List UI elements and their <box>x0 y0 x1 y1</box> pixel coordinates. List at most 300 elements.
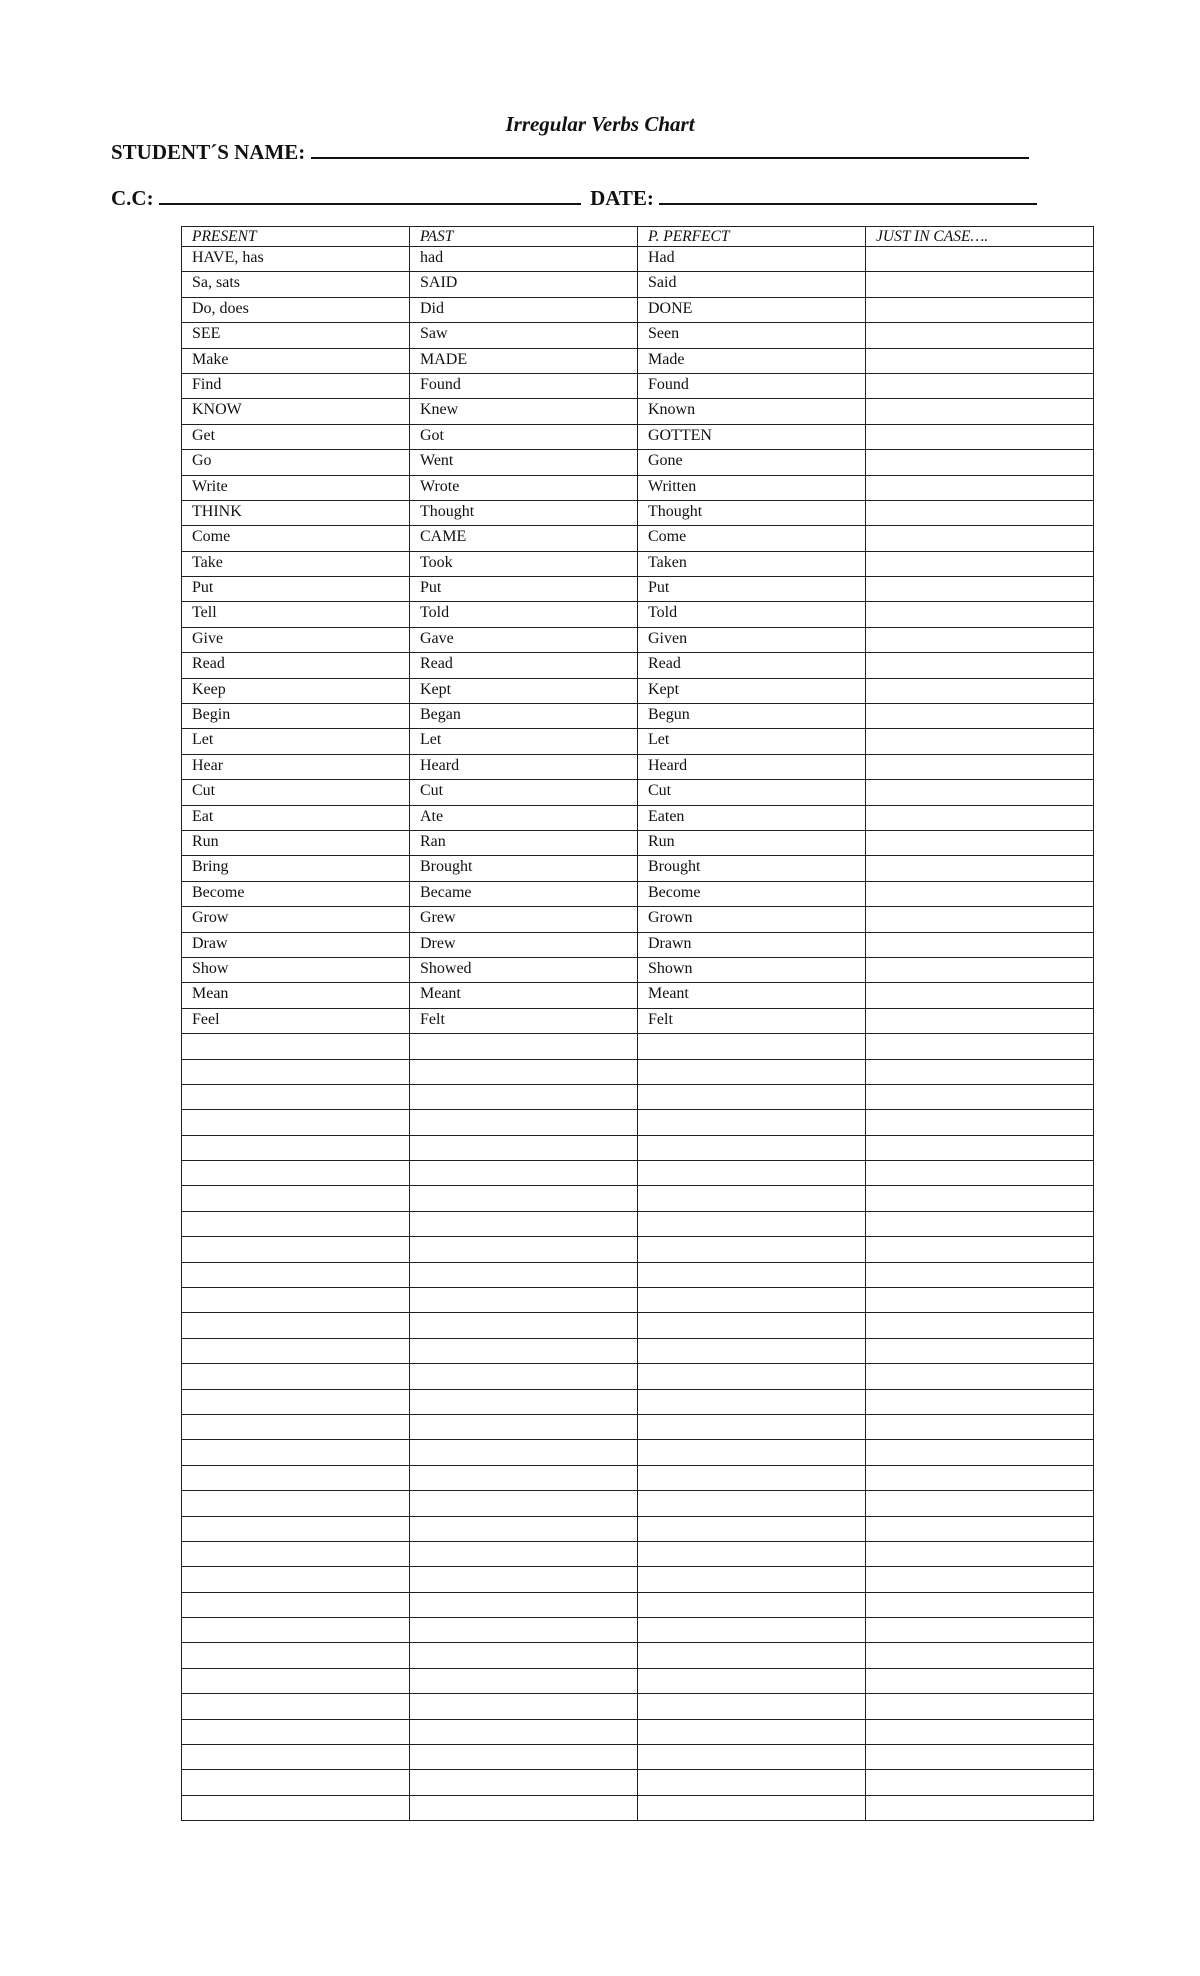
cell-just-in-case[interactable] <box>866 551 1094 576</box>
table-row-empty <box>182 1745 1094 1770</box>
cell-just-in-case[interactable] <box>866 907 1094 932</box>
cell-past-perfect[interactable]: Given <box>638 627 866 652</box>
cell-present[interactable]: Keep <box>182 678 410 703</box>
empty-cell-past[interactable] <box>410 1211 638 1236</box>
table-row <box>182 602 1094 627</box>
cell-present[interactable]: Do, does <box>182 297 410 322</box>
cell-just-in-case[interactable] <box>866 805 1094 830</box>
table-row <box>182 373 1094 398</box>
cell-past-perfect[interactable]: Seen <box>638 323 866 348</box>
empty-cell-past-perfect[interactable] <box>638 1262 866 1287</box>
cell-present[interactable]: Let <box>182 729 410 754</box>
empty-cell-past[interactable] <box>410 1338 638 1363</box>
cell-just-in-case[interactable] <box>866 983 1094 1008</box>
table-row-empty <box>182 1313 1094 1338</box>
cell-past[interactable]: Began <box>410 704 638 729</box>
empty-cell-past-perfect[interactable] <box>638 1745 866 1770</box>
cell-past[interactable]: Gave <box>410 627 638 652</box>
empty-cell-present[interactable] <box>182 1338 410 1363</box>
empty-cell-just-in-case[interactable] <box>866 1414 1094 1439</box>
empty-cell-past[interactable] <box>410 1262 638 1287</box>
cell-past[interactable]: Thought <box>410 500 638 525</box>
empty-cell-past[interactable] <box>410 1313 638 1338</box>
table-row-empty <box>182 1338 1094 1363</box>
cell-present[interactable]: Mean <box>182 983 410 1008</box>
empty-cell-past[interactable] <box>410 1541 638 1566</box>
empty-cell-past-perfect[interactable] <box>638 1414 866 1439</box>
cell-past-perfect[interactable]: Eaten <box>638 805 866 830</box>
cell-just-in-case[interactable] <box>866 373 1094 398</box>
empty-cell-past[interactable] <box>410 1516 638 1541</box>
empty-cell-just-in-case[interactable] <box>866 1516 1094 1541</box>
table-row-empty <box>182 1211 1094 1236</box>
page-title: Irregular Verbs Chart <box>505 112 695 136</box>
table-row <box>182 272 1094 297</box>
table-row <box>182 856 1094 881</box>
empty-cell-just-in-case[interactable] <box>866 1186 1094 1211</box>
empty-cell-past-perfect[interactable] <box>638 1059 866 1084</box>
cell-past[interactable]: Ran <box>410 830 638 855</box>
cell-just-in-case[interactable] <box>866 247 1094 272</box>
empty-cell-past[interactable] <box>410 1364 638 1389</box>
cc-date-field <box>111 183 1037 211</box>
empty-cell-present[interactable] <box>182 1237 410 1262</box>
empty-cell-just-in-case[interactable] <box>866 1135 1094 1160</box>
cell-just-in-case[interactable] <box>866 957 1094 982</box>
cell-past[interactable]: Cut <box>410 780 638 805</box>
empty-cell-past[interactable] <box>410 1440 638 1465</box>
empty-cell-past-perfect[interactable] <box>638 1110 866 1135</box>
empty-cell-past-perfect[interactable] <box>638 1795 866 1820</box>
empty-cell-past-perfect[interactable] <box>638 1643 866 1668</box>
cell-past-perfect[interactable]: Made <box>638 348 866 373</box>
cell-past-perfect[interactable]: Drawn <box>638 932 866 957</box>
empty-cell-past-perfect[interactable] <box>638 1465 866 1490</box>
cell-just-in-case[interactable] <box>866 500 1094 525</box>
cell-past[interactable]: Got <box>410 424 638 449</box>
empty-cell-past[interactable] <box>410 1795 638 1820</box>
table-row <box>182 424 1094 449</box>
cell-present[interactable]: Eat <box>182 805 410 830</box>
cell-past[interactable]: Put <box>410 577 638 602</box>
table-row-empty <box>182 1516 1094 1541</box>
empty-cell-past[interactable] <box>410 1389 638 1414</box>
empty-cell-past[interactable] <box>410 1592 638 1617</box>
cell-past[interactable]: Felt <box>410 1008 638 1033</box>
cell-just-in-case[interactable] <box>866 323 1094 348</box>
cell-present[interactable]: KNOW <box>182 399 410 424</box>
empty-cell-just-in-case[interactable] <box>866 1364 1094 1389</box>
cell-present[interactable]: Begin <box>182 704 410 729</box>
empty-cell-just-in-case[interactable] <box>866 1059 1094 1084</box>
table-row-empty <box>182 1288 1094 1313</box>
cell-present[interactable]: Write <box>182 475 410 500</box>
table-row <box>182 247 1094 272</box>
cell-just-in-case[interactable] <box>866 272 1094 297</box>
cell-just-in-case[interactable] <box>866 1008 1094 1033</box>
table-row-empty <box>182 1110 1094 1135</box>
cell-just-in-case[interactable] <box>866 424 1094 449</box>
cell-present[interactable]: SEE <box>182 323 410 348</box>
empty-cell-present[interactable] <box>182 1618 410 1643</box>
empty-cell-present[interactable] <box>182 1161 410 1186</box>
empty-cell-present[interactable] <box>182 1541 410 1566</box>
cell-past-perfect[interactable]: Kept <box>638 678 866 703</box>
empty-cell-just-in-case[interactable] <box>866 1567 1094 1592</box>
empty-cell-just-in-case[interactable] <box>866 1592 1094 1617</box>
empty-cell-present[interactable] <box>182 1592 410 1617</box>
empty-cell-past[interactable] <box>410 1745 638 1770</box>
table-row-empty <box>182 1161 1094 1186</box>
cell-past[interactable]: Did <box>410 297 638 322</box>
empty-cell-present[interactable] <box>182 1719 410 1744</box>
empty-cell-just-in-case[interactable] <box>866 1288 1094 1313</box>
cell-past[interactable]: Read <box>410 653 638 678</box>
cell-past-perfect[interactable]: Found <box>638 373 866 398</box>
empty-cell-present[interactable] <box>182 1491 410 1516</box>
table-row <box>182 399 1094 424</box>
cell-just-in-case[interactable] <box>866 932 1094 957</box>
irregular-verbs-table <box>181 226 1094 1821</box>
table-header-row <box>182 227 1094 247</box>
cell-past[interactable]: Kept <box>410 678 638 703</box>
table-row <box>182 881 1094 906</box>
cell-past-perfect[interactable]: Put <box>638 577 866 602</box>
table-row-empty <box>182 1491 1094 1516</box>
empty-cell-past[interactable] <box>410 1491 638 1516</box>
cell-past[interactable]: Wrote <box>410 475 638 500</box>
empty-cell-just-in-case[interactable] <box>866 1161 1094 1186</box>
cell-present[interactable]: Get <box>182 424 410 449</box>
empty-cell-just-in-case[interactable] <box>866 1237 1094 1262</box>
empty-cell-present[interactable] <box>182 1516 410 1541</box>
empty-cell-past[interactable] <box>410 1414 638 1439</box>
empty-cell-past[interactable] <box>410 1770 638 1795</box>
cell-past[interactable]: Knew <box>410 399 638 424</box>
cell-past-perfect[interactable]: Brought <box>638 856 866 881</box>
cell-past-perfect[interactable]: Heard <box>638 754 866 779</box>
empty-cell-present[interactable] <box>182 1110 410 1135</box>
cell-present[interactable]: Feel <box>182 1008 410 1033</box>
cell-past[interactable]: Saw <box>410 323 638 348</box>
cell-past-perfect[interactable]: Cut <box>638 780 866 805</box>
cell-just-in-case[interactable] <box>866 627 1094 652</box>
cell-past[interactable]: Meant <box>410 983 638 1008</box>
cell-just-in-case[interactable] <box>866 830 1094 855</box>
empty-cell-past-perfect[interactable] <box>638 1364 866 1389</box>
cell-present[interactable]: HAVE, has <box>182 247 410 272</box>
table-body <box>182 247 1094 1821</box>
cell-present[interactable]: Cut <box>182 780 410 805</box>
cell-past[interactable]: Showed <box>410 957 638 982</box>
table-row <box>182 577 1094 602</box>
table-row-empty <box>182 1592 1094 1617</box>
table-row <box>182 983 1094 1008</box>
cell-present[interactable]: Run <box>182 830 410 855</box>
empty-cell-past[interactable] <box>410 1135 638 1160</box>
table-row <box>182 830 1094 855</box>
empty-cell-just-in-case[interactable] <box>866 1770 1094 1795</box>
cell-just-in-case[interactable] <box>866 729 1094 754</box>
cell-just-in-case[interactable] <box>866 754 1094 779</box>
table-row-empty <box>182 1186 1094 1211</box>
empty-cell-present[interactable] <box>182 1694 410 1719</box>
empty-cell-present[interactable] <box>182 1211 410 1236</box>
empty-cell-just-in-case[interactable] <box>866 1110 1094 1135</box>
empty-cell-present[interactable] <box>182 1034 410 1059</box>
table-row <box>182 907 1094 932</box>
cell-just-in-case[interactable] <box>866 780 1094 805</box>
empty-cell-past[interactable] <box>410 1186 638 1211</box>
empty-cell-past-perfect[interactable] <box>638 1313 866 1338</box>
empty-cell-just-in-case[interactable] <box>866 1491 1094 1516</box>
empty-cell-past-perfect[interactable] <box>638 1084 866 1109</box>
table-row <box>182 704 1094 729</box>
cell-present[interactable]: Put <box>182 577 410 602</box>
student-name-blank[interactable] <box>311 137 1029 159</box>
cell-past[interactable]: had <box>410 247 638 272</box>
cell-present[interactable]: Tell <box>182 602 410 627</box>
cell-past-perfect[interactable]: Had <box>638 247 866 272</box>
empty-cell-past-perfect[interactable] <box>638 1491 866 1516</box>
cell-present[interactable]: Hear <box>182 754 410 779</box>
empty-cell-past[interactable] <box>410 1288 638 1313</box>
cell-past[interactable]: Went <box>410 450 638 475</box>
cell-just-in-case[interactable] <box>866 856 1094 881</box>
empty-cell-present[interactable] <box>182 1186 410 1211</box>
cell-just-in-case[interactable] <box>866 881 1094 906</box>
empty-cell-past-perfect[interactable] <box>638 1288 866 1313</box>
cell-past-perfect[interactable]: Grown <box>638 907 866 932</box>
cell-just-in-case[interactable] <box>866 653 1094 678</box>
cell-past-perfect[interactable]: Read <box>638 653 866 678</box>
table-row-empty <box>182 1059 1094 1084</box>
empty-cell-past[interactable] <box>410 1110 638 1135</box>
empty-cell-past[interactable] <box>410 1668 638 1693</box>
cell-present[interactable]: Take <box>182 551 410 576</box>
empty-cell-just-in-case[interactable] <box>866 1465 1094 1490</box>
table-row-empty <box>182 1694 1094 1719</box>
empty-cell-just-in-case[interactable] <box>866 1313 1094 1338</box>
table-row-empty <box>182 1465 1094 1490</box>
empty-cell-present[interactable] <box>182 1364 410 1389</box>
table-row-empty <box>182 1135 1094 1160</box>
cell-present[interactable]: Draw <box>182 932 410 957</box>
cell-past-perfect[interactable]: Let <box>638 729 866 754</box>
empty-cell-present[interactable] <box>182 1414 410 1439</box>
empty-cell-present[interactable] <box>182 1567 410 1592</box>
empty-cell-past[interactable] <box>410 1694 638 1719</box>
cell-past-perfect[interactable]: Begun <box>638 704 866 729</box>
empty-cell-present[interactable] <box>182 1135 410 1160</box>
table-row <box>182 932 1094 957</box>
cell-past[interactable]: Found <box>410 373 638 398</box>
cell-past[interactable]: Heard <box>410 754 638 779</box>
cell-past-perfect[interactable]: Meant <box>638 983 866 1008</box>
empty-cell-past-perfect[interactable] <box>638 1592 866 1617</box>
cell-present[interactable]: Bring <box>182 856 410 881</box>
cell-past-perfect[interactable]: Become <box>638 881 866 906</box>
empty-cell-past-perfect[interactable] <box>638 1668 866 1693</box>
cell-past-perfect[interactable]: GOTTEN <box>638 424 866 449</box>
cell-past[interactable]: Became <box>410 881 638 906</box>
table-row <box>182 805 1094 830</box>
empty-cell-present[interactable] <box>182 1313 410 1338</box>
empty-cell-past-perfect[interactable] <box>638 1211 866 1236</box>
empty-cell-past-perfect[interactable] <box>638 1618 866 1643</box>
cell-past-perfect[interactable]: Felt <box>638 1008 866 1033</box>
empty-cell-present[interactable] <box>182 1059 410 1084</box>
cell-past-perfect[interactable]: Taken <box>638 551 866 576</box>
empty-cell-just-in-case[interactable] <box>866 1643 1094 1668</box>
table-row <box>182 754 1094 779</box>
cell-present[interactable]: Give <box>182 627 410 652</box>
cell-past[interactable]: SAID <box>410 272 638 297</box>
empty-cell-just-in-case[interactable] <box>866 1795 1094 1820</box>
table-row <box>182 653 1094 678</box>
empty-cell-past-perfect[interactable] <box>638 1770 866 1795</box>
cell-just-in-case[interactable] <box>866 475 1094 500</box>
cell-past[interactable]: Brought <box>410 856 638 881</box>
empty-cell-past[interactable] <box>410 1059 638 1084</box>
cell-past[interactable]: CAME <box>410 526 638 551</box>
empty-cell-present[interactable] <box>182 1440 410 1465</box>
table-row-empty <box>182 1440 1094 1465</box>
cell-present[interactable]: Sa, sats <box>182 272 410 297</box>
table-row-empty <box>182 1084 1094 1109</box>
table-row-empty <box>182 1643 1094 1668</box>
cell-past-perfect[interactable]: Written <box>638 475 866 500</box>
cell-past[interactable]: Ate <box>410 805 638 830</box>
empty-cell-present[interactable] <box>182 1770 410 1795</box>
empty-cell-just-in-case[interactable] <box>866 1034 1094 1059</box>
cell-just-in-case[interactable] <box>866 399 1094 424</box>
cell-present[interactable]: Come <box>182 526 410 551</box>
cell-past[interactable]: Grew <box>410 907 638 932</box>
date-blank[interactable] <box>659 183 1037 205</box>
cell-present[interactable]: Find <box>182 373 410 398</box>
cell-past-perfect[interactable]: Run <box>638 830 866 855</box>
cell-present[interactable]: Show <box>182 957 410 982</box>
empty-cell-just-in-case[interactable] <box>866 1694 1094 1719</box>
cell-just-in-case[interactable] <box>866 602 1094 627</box>
empty-cell-present[interactable] <box>182 1084 410 1109</box>
cc-blank[interactable] <box>159 183 581 205</box>
empty-cell-past-perfect[interactable] <box>638 1541 866 1566</box>
cell-present[interactable]: Go <box>182 450 410 475</box>
cell-past-perfect[interactable]: Come <box>638 526 866 551</box>
cell-past[interactable]: Told <box>410 602 638 627</box>
empty-cell-past-perfect[interactable] <box>638 1694 866 1719</box>
empty-cell-just-in-case[interactable] <box>866 1719 1094 1744</box>
table-row-empty <box>182 1668 1094 1693</box>
cell-just-in-case[interactable] <box>866 704 1094 729</box>
column-header-past-perfect: P. PERFECT <box>638 227 866 247</box>
empty-cell-just-in-case[interactable] <box>866 1389 1094 1414</box>
cell-past[interactable]: Drew <box>410 932 638 957</box>
table-row <box>182 1008 1094 1033</box>
empty-cell-present[interactable] <box>182 1795 410 1820</box>
empty-cell-present[interactable] <box>182 1262 410 1287</box>
empty-cell-past[interactable] <box>410 1161 638 1186</box>
empty-cell-just-in-case[interactable] <box>866 1338 1094 1363</box>
empty-cell-past-perfect[interactable] <box>638 1440 866 1465</box>
cell-past-perfect[interactable]: Told <box>638 602 866 627</box>
empty-cell-present[interactable] <box>182 1465 410 1490</box>
cell-past-perfect[interactable]: Thought <box>638 500 866 525</box>
date-label: DATE: <box>590 186 654 210</box>
cell-present[interactable]: Grow <box>182 907 410 932</box>
empty-cell-present[interactable] <box>182 1389 410 1414</box>
empty-cell-present[interactable] <box>182 1643 410 1668</box>
empty-cell-past[interactable] <box>410 1034 638 1059</box>
cell-present[interactable]: THINK <box>182 500 410 525</box>
empty-cell-present[interactable] <box>182 1745 410 1770</box>
empty-cell-past[interactable] <box>410 1719 638 1744</box>
cell-just-in-case[interactable] <box>866 577 1094 602</box>
empty-cell-past-perfect[interactable] <box>638 1567 866 1592</box>
cell-just-in-case[interactable] <box>866 348 1094 373</box>
empty-cell-past[interactable] <box>410 1567 638 1592</box>
empty-cell-just-in-case[interactable] <box>866 1440 1094 1465</box>
empty-cell-past-perfect[interactable] <box>638 1034 866 1059</box>
cell-past[interactable]: Took <box>410 551 638 576</box>
empty-cell-past-perfect[interactable] <box>638 1186 866 1211</box>
empty-cell-past[interactable] <box>410 1643 638 1668</box>
empty-cell-just-in-case[interactable] <box>866 1262 1094 1287</box>
table-row <box>182 450 1094 475</box>
empty-cell-past-perfect[interactable] <box>638 1719 866 1744</box>
table-row-empty <box>182 1237 1094 1262</box>
empty-cell-past-perfect[interactable] <box>638 1516 866 1541</box>
empty-cell-past-perfect[interactable] <box>638 1389 866 1414</box>
cell-past-perfect[interactable]: Said <box>638 272 866 297</box>
cell-just-in-case[interactable] <box>866 297 1094 322</box>
empty-cell-past[interactable] <box>410 1465 638 1490</box>
cell-just-in-case[interactable] <box>866 450 1094 475</box>
cell-just-in-case[interactable] <box>866 678 1094 703</box>
table-row-empty <box>182 1034 1094 1059</box>
empty-cell-just-in-case[interactable] <box>866 1745 1094 1770</box>
cell-past-perfect[interactable]: Gone <box>638 450 866 475</box>
table-row <box>182 348 1094 373</box>
empty-cell-just-in-case[interactable] <box>866 1618 1094 1643</box>
cell-present[interactable]: Make <box>182 348 410 373</box>
empty-cell-just-in-case[interactable] <box>866 1084 1094 1109</box>
empty-cell-present[interactable] <box>182 1288 410 1313</box>
cell-just-in-case[interactable] <box>866 526 1094 551</box>
empty-cell-past-perfect[interactable] <box>638 1135 866 1160</box>
empty-cell-just-in-case[interactable] <box>866 1668 1094 1693</box>
cell-past[interactable]: MADE <box>410 348 638 373</box>
empty-cell-past[interactable] <box>410 1618 638 1643</box>
cell-present[interactable]: Become <box>182 881 410 906</box>
empty-cell-past[interactable] <box>410 1237 638 1262</box>
empty-cell-past[interactable] <box>410 1084 638 1109</box>
cell-past-perfect[interactable]: Shown <box>638 957 866 982</box>
empty-cell-past-perfect[interactable] <box>638 1338 866 1363</box>
cell-present[interactable]: Read <box>182 653 410 678</box>
cell-past-perfect[interactable]: DONE <box>638 297 866 322</box>
cell-past[interactable]: Let <box>410 729 638 754</box>
empty-cell-past-perfect[interactable] <box>638 1237 866 1262</box>
empty-cell-present[interactable] <box>182 1668 410 1693</box>
column-header-just-in-case: JUST IN CASE…. <box>866 227 1094 247</box>
empty-cell-past-perfect[interactable] <box>638 1161 866 1186</box>
empty-cell-just-in-case[interactable] <box>866 1211 1094 1236</box>
cell-past-perfect[interactable]: Known <box>638 399 866 424</box>
empty-cell-just-in-case[interactable] <box>866 1541 1094 1566</box>
